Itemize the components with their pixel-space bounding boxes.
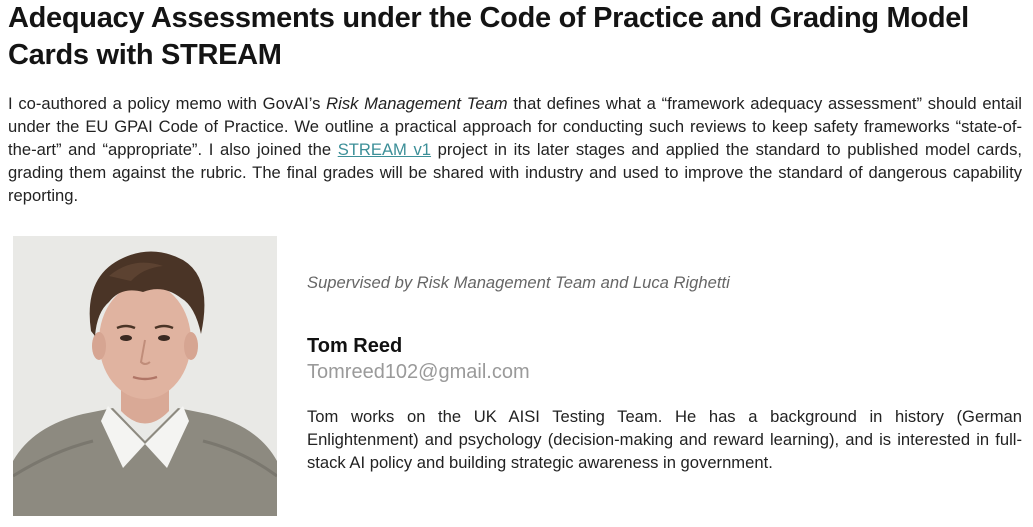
intro-text-1: I co-authored a policy memo with GovAI’s [8, 94, 327, 113]
person-email[interactable]: Tomreed102@gmail.com [307, 361, 530, 383]
portrait-photo-icon [13, 236, 277, 516]
intro-paragraph [8, 92, 1022, 207]
intro-text-2: that defines what a “framework adequacy assessment” should entail under the EU GPAI Code of Practice. We outline a practical approach for conducting such reviews to keep safety frameworks “state-of-the-art” and “appropriate”. I also joined the [8, 94, 1022, 159]
team-name-emphasis: Risk Management Team [326, 94, 508, 113]
page-title: Adequacy Assessments under the Code of Practice and Grading Model Cards with STREAM [8, 2, 969, 71]
supervised-by-text: Supervised by Risk Management Team and Luca Righetti [307, 273, 730, 292]
intro-text-3: project in its later stages and applied the standard to published model cards, grading them against the rubric. The final grades will be shared with industry and used to improve the standard of dangerous capability reporting. [8, 140, 1022, 205]
stream-link[interactable]: STREAM v1 [337, 140, 432, 159]
person-name: Tom Reed [307, 335, 403, 357]
portrait-photo [13, 236, 277, 516]
person-bio: Tom works on the UK AISI Testing Team. He has a background in history (German Enlightenment) and psychology (decision-making and reward learning), and is interested in full-stack AI policy and building strategic awareness in government. [307, 407, 1022, 472]
